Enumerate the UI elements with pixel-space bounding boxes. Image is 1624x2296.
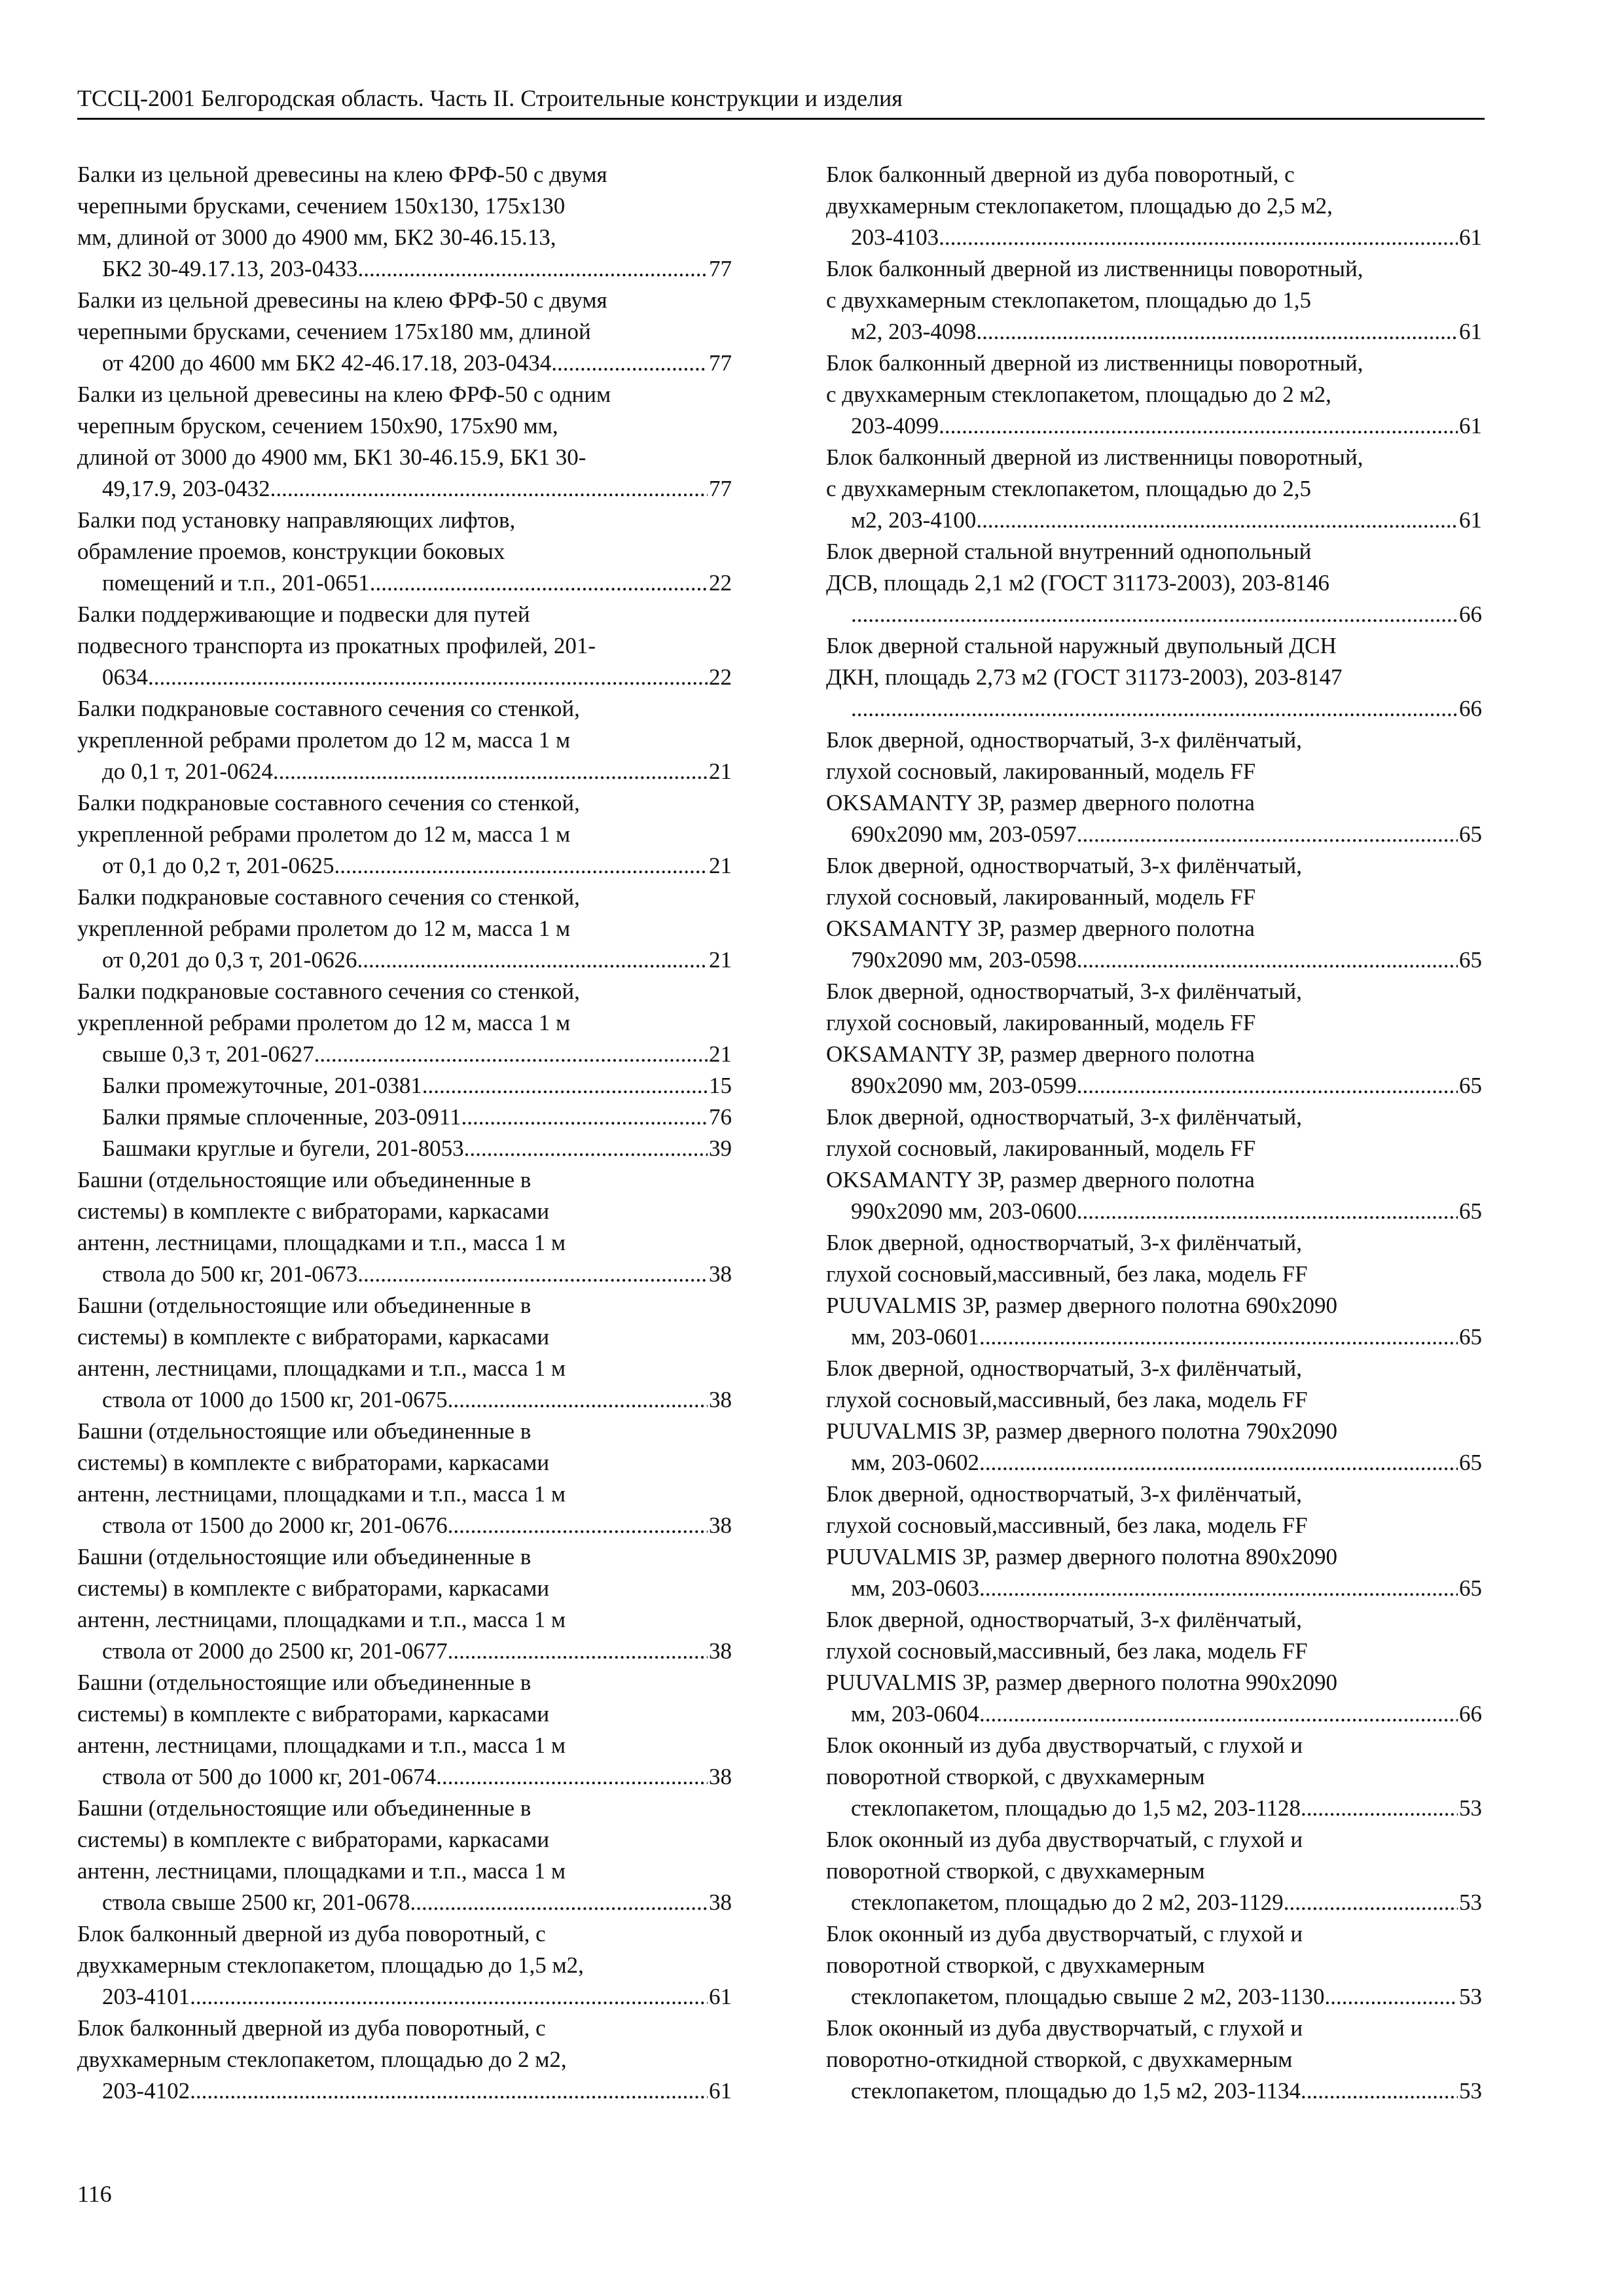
index-entry <box>826 536 1482 630</box>
index-entry-line: Блок дверной стальной наружный двупольный ДСН <box>826 633 1337 658</box>
index-entry-line: Блок балконный дверной из дуба поворотный, с <box>77 1921 546 1946</box>
index-entry-last-line <box>102 662 732 693</box>
index-entry <box>826 725 1482 850</box>
index-entry <box>826 2013 1482 2107</box>
index-entry <box>77 505 732 599</box>
index-entry-line: укрепленной ребрами пролетом до 12 м, масса 1 м <box>77 821 571 847</box>
index-entry-page: 21 <box>709 1041 732 1067</box>
index-entry-page: 76 <box>709 1104 732 1130</box>
index-entry-last-line <box>102 1887 732 1918</box>
index-entry-line: глухой сосновый,массивный, без лака, модель FF <box>826 1261 1308 1287</box>
index-entry-lead: 203-4101 <box>102 1984 190 2009</box>
index-entry-line: OKSAMANTY 3P, размер дверного полотна <box>826 790 1255 816</box>
index-entry-line: антенн, лестницами, площадками и т.п., масса 1 м <box>77 1355 566 1381</box>
index-entry <box>826 850 1482 976</box>
index-entry-lead: 0634 <box>102 664 148 690</box>
index-entry-lead: свыше 0,3 т, 201-0627 <box>102 1041 314 1067</box>
index-entry <box>826 1604 1482 1730</box>
index-entry-line: Блок оконный из дуба двустворчатый, с глухой и <box>826 1732 1303 1758</box>
index-entry-page: 61 <box>1459 319 1482 344</box>
index-entry-line: глухой сосновый, лакированный, модель FF <box>826 1010 1256 1035</box>
index-entry-line: Блок дверной стальной внутренний однопольный <box>826 539 1312 564</box>
index-entry-last-line <box>851 410 1482 442</box>
dot-leader <box>1077 1196 1458 1227</box>
index-entry <box>77 2013 732 2107</box>
index-entry-line: PUUVALMIS 3P, размер дверного полотна 890х2090 <box>826 1544 1338 1570</box>
index-entry-lead: м2, 203-4098 <box>851 319 977 344</box>
index-entry-page: 22 <box>709 664 732 690</box>
index-entry-line: укрепленной ребрами пролетом до 12 м, масса 1 м <box>77 1010 571 1035</box>
index-entry-line: Балки под установку направляющих лифтов, <box>77 507 516 533</box>
dot-leader <box>1077 1070 1458 1102</box>
index-entry-line: Балки из цельной древесины на клею ФРФ-50 с двумя <box>77 287 607 313</box>
index-entry-page: 66 <box>1459 1701 1482 1727</box>
index-entry-line: PUUVALMIS 3P, размер дверного полотна 990х2090 <box>826 1670 1338 1695</box>
dot-leader <box>851 693 1458 725</box>
index-entry-line: двухкамерным стеклопакетом, площадью до 2,5 м2, <box>826 193 1333 219</box>
index-entry-lead: стеклопакетом, площадью до 1,5 м2, 203-1134 <box>851 2078 1301 2104</box>
index-entry-page: 15 <box>709 1073 732 1098</box>
index-entry-line: OKSAMANTY 3P, размер дверного полотна <box>826 1167 1255 1193</box>
dot-leader <box>979 1573 1458 1604</box>
dot-leader <box>1077 944 1458 976</box>
index-entry-line: Башни (отдельностоящие или объединенные в <box>77 1167 532 1193</box>
index-entry-line: Башни (отдельностоящие или объединенные в <box>77 1544 532 1570</box>
index-entry <box>77 379 732 505</box>
index-entry-page: 77 <box>709 476 732 501</box>
index-entry-lead: ствола от 500 до 1000 кг, 201-0674 <box>102 1764 437 1789</box>
index-entry <box>826 1918 1482 2013</box>
index-entry-lead: мм, 203-0602 <box>851 1450 979 1475</box>
dot-leader <box>979 1321 1458 1353</box>
index-entry-line: Блок балконный дверной из лиственницы поворотный, <box>826 256 1363 281</box>
index-entry-line: подвесного транспорта из прокатных профилей, 201- <box>77 633 596 658</box>
index-entry <box>77 285 732 379</box>
index-entry-line: Балки подкрановые составного сечения со стенкой, <box>77 696 580 721</box>
index-entry <box>826 159 1482 253</box>
index-entry-line: Блок оконный из дуба двустворчатый, с глухой и <box>826 1921 1303 1946</box>
index-entry-last-line <box>102 253 732 285</box>
index-entry-lead: 690х2090 мм, 203-0597 <box>851 821 1077 847</box>
index-entry-lead: ствола от 2000 до 2500 кг, 201-0677 <box>102 1638 448 1664</box>
index-entry-line: системы) в комплекте с вибраторами, каркасами <box>77 1198 550 1224</box>
dot-leader <box>334 850 708 882</box>
index-entry-line: антенн, лестницами, площадками и т.п., масса 1 м <box>77 1607 566 1632</box>
dot-leader <box>939 410 1458 442</box>
index-entry-last-line <box>851 693 1482 725</box>
index-entry-line: поворотной створкой, с двухкамерным <box>826 1858 1205 1884</box>
index-entry-line: антенн, лестницами, площадками и т.п., масса 1 м <box>77 1732 566 1758</box>
index-entry-page: 53 <box>1459 1984 1482 2009</box>
index-entry <box>77 1793 732 1918</box>
index-entry-last-line <box>102 2075 732 2107</box>
index-entry-lead: 203-4103 <box>851 224 939 250</box>
index-entry-last-line <box>102 1384 732 1416</box>
page-number: 116 <box>77 2181 112 2207</box>
index-entry-line: глухой сосновый,массивный, без лака, модель FF <box>826 1638 1308 1664</box>
index-entry <box>77 693 732 787</box>
index-entry-last-line <box>851 2075 1482 2107</box>
index-entry-line: Балки подкрановые составного сечения со стенкой, <box>77 978 580 1004</box>
index-entry-lead: 990х2090 мм, 203-0600 <box>851 1198 1077 1224</box>
index-entry-page: 21 <box>709 947 732 973</box>
index-entry-page: 61 <box>1459 507 1482 533</box>
index-entry-line: поворотно-откидной створкой, с двухкамерным <box>826 2047 1293 2072</box>
dot-leader <box>464 1133 708 1164</box>
index-entry-line: Балки подкрановые составного сечения со стенкой, <box>77 884 580 910</box>
dot-leader <box>448 1384 708 1416</box>
dot-leader <box>190 2075 708 2107</box>
dot-leader <box>422 1070 708 1102</box>
index-entry-last-line <box>102 1259 732 1290</box>
dot-leader <box>436 1761 708 1793</box>
index-entry-last-line <box>102 1133 732 1164</box>
index-entry-line: черепными брусками, сечением 150х130, 175х130 <box>77 193 566 219</box>
index-column-left <box>77 159 732 2107</box>
index-entry-page: 77 <box>709 256 732 281</box>
index-entry <box>77 1667 732 1793</box>
index-entry-line: черепным бруском, сечением 150х90, 175х90 мм, <box>77 413 558 439</box>
index-entry-last-line <box>851 505 1482 536</box>
index-entry-lead: мм, 203-0604 <box>851 1701 979 1727</box>
index-entry-line: длиной от 3000 до 4900 мм, БК1 30-46.15.9, БК1 30- <box>77 444 586 470</box>
index-entry-lead: БК2 30-49.17.13, 203-0433 <box>102 256 358 281</box>
dot-leader <box>1301 2075 1458 2107</box>
dot-leader <box>410 1887 708 1918</box>
index-entry-line: поворотной створкой, с двухкамерным <box>826 1764 1205 1789</box>
dot-leader <box>448 1636 708 1667</box>
dot-leader <box>358 253 708 285</box>
index-entry-line: Башни (отдельностоящие или объединенные в <box>77 1418 532 1444</box>
index-entry-last-line <box>102 1981 732 2013</box>
dot-leader <box>370 567 708 599</box>
index-entry-line: Блок оконный из дуба двустворчатый, с глухой и <box>826 2015 1303 2041</box>
index-entry-lead: 203-4099 <box>851 413 939 439</box>
index-entry-last-line <box>851 222 1482 253</box>
index-entry-lead: помещений и т.п., 201-0651 <box>102 570 370 596</box>
index-entry-page: 65 <box>1459 1198 1482 1224</box>
dot-leader <box>1301 1793 1458 1824</box>
index-entry <box>826 1479 1482 1604</box>
index-entry-last-line <box>851 1887 1482 1918</box>
index-entry-page: 61 <box>1459 413 1482 439</box>
index-entry-line: Блок балконный дверной из дуба поворотный, с <box>826 162 1295 187</box>
index-entry-page: 61 <box>1459 224 1482 250</box>
index-entry-last-line <box>851 1793 1482 1824</box>
index-entry-last-line <box>102 1070 732 1102</box>
index-entry-page: 38 <box>709 1638 732 1664</box>
dot-leader <box>273 756 708 787</box>
index-entry-line: PUUVALMIS 3P, размер дверного полотна 690х2090 <box>826 1293 1338 1318</box>
index-entry-page: 66 <box>1459 601 1482 627</box>
index-entry-line: глухой сосновый,массивный, без лака, модель FF <box>826 1387 1308 1412</box>
index-entry-line: ДСВ, площадь 2,1 м2 (ГОСТ 31173-2003), 203-8146 <box>826 570 1330 596</box>
index-entry-line: ДКН, площадь 2,73 м2 (ГОСТ 31173-2003), 203-8147 <box>826 664 1343 690</box>
index-entry-line: Блок дверной, одностворчатый, 3-х филёнчатый, <box>826 1607 1302 1632</box>
index-entry <box>826 630 1482 725</box>
index-entry-line: системы) в комплекте с вибраторами, каркасами <box>77 1575 550 1601</box>
index-entry <box>826 1102 1482 1227</box>
index-entry <box>826 253 1482 348</box>
index-entry-lead: Башмаки круглые и бугели, 201-8053 <box>102 1136 464 1161</box>
index-entry-line: Блок дверной, одностворчатый, 3-х филёнчатый, <box>826 978 1302 1004</box>
index-entry-last-line <box>102 1102 732 1133</box>
index-entry <box>77 1416 732 1541</box>
index-entry-line: Блок дверной, одностворчатый, 3-х филёнчатый, <box>826 1355 1302 1381</box>
dot-leader <box>1325 1981 1458 2013</box>
index-entry-lead: до 0,1 т, 201-0624 <box>102 759 273 784</box>
index-entry-page: 21 <box>709 853 732 878</box>
dot-leader <box>448 1510 708 1541</box>
index-entry-line: Балки из цельной древесины на клею ФРФ-50 с двумя <box>77 162 607 187</box>
index-entry-line: Блок оконный из дуба двустворчатый, с глухой и <box>826 1827 1303 1852</box>
index-entry-line: Блок балконный дверной из дуба поворотный, с <box>77 2015 546 2041</box>
dot-leader <box>148 662 708 693</box>
index-entry-line: Балки поддерживающие и подвески для путей <box>77 601 530 627</box>
index-entry-page: 38 <box>709 1764 732 1789</box>
dot-leader <box>976 316 1458 348</box>
index-entry-lead: ствола свыше 2500 кг, 201-0678 <box>102 1890 410 1915</box>
index-entry-line: мм, длиной от 3000 до 4900 мм, БК2 30-46.15.13, <box>77 224 556 250</box>
index-entry-page: 38 <box>709 1387 732 1412</box>
index-entry-line: поворотной створкой, с двухкамерным <box>826 1952 1205 1978</box>
index-entry-lead: мм, 203-0603 <box>851 1575 979 1601</box>
dot-leader <box>1284 1887 1458 1918</box>
index-entry-page: 53 <box>1459 1890 1482 1915</box>
index-entry-last-line <box>102 1510 732 1541</box>
index-entry-last-line <box>851 1321 1482 1353</box>
index-entry-last-line <box>851 599 1482 630</box>
index-entry-page: 21 <box>709 759 732 784</box>
index-entry-page: 38 <box>709 1261 732 1287</box>
index-entry <box>77 1164 732 1290</box>
index-entry-last-line <box>851 1698 1482 1730</box>
index-entry-lead: от 0,201 до 0,3 т, 201-0626 <box>102 947 357 973</box>
index-entry-page: 53 <box>1459 1795 1482 1821</box>
index-entry-line: системы) в комплекте с вибраторами, каркасами <box>77 1324 550 1350</box>
index-entry-lead: 890х2090 мм, 203-0599 <box>851 1073 1077 1098</box>
dot-leader <box>270 473 708 505</box>
index-entry-line: Башни (отдельностоящие или объединенные в <box>77 1795 532 1821</box>
index-entry <box>826 442 1482 536</box>
index-entry-last-line <box>851 1070 1482 1102</box>
dot-leader <box>357 1259 708 1290</box>
index-entry-line: Блок дверной, одностворчатый, 3-х филёнчатый, <box>826 1230 1302 1255</box>
index-entry-line: PUUVALMIS 3P, размер дверного полотна 790х2090 <box>826 1418 1338 1444</box>
dot-leader <box>190 1981 708 2013</box>
index-entry-line: двухкамерным стеклопакетом, площадью до 1,5 м2, <box>77 1952 584 1978</box>
index-entry-line: укрепленной ребрами пролетом до 12 м, масса 1 м <box>77 916 571 941</box>
index-entry-page: 38 <box>709 1890 732 1915</box>
index-entry-line: системы) в комплекте с вибраторами, каркасами <box>77 1701 550 1727</box>
index-entry-last-line <box>102 1039 732 1070</box>
index-entry-last-line <box>102 567 732 599</box>
index-entry-page: 39 <box>709 1136 732 1161</box>
dot-leader <box>1077 819 1458 850</box>
dot-leader <box>461 1102 708 1133</box>
dot-leader <box>979 1447 1458 1479</box>
index-entry-last-line <box>102 944 732 976</box>
index-entry-lead: Балки промежуточные, 201-0381 <box>102 1073 422 1098</box>
index-entry-last-line <box>851 1196 1482 1227</box>
index-entry-line: укрепленной ребрами пролетом до 12 м, масса 1 м <box>77 727 571 753</box>
index-entry-line: системы) в комплекте с вибраторами, каркасами <box>77 1827 550 1852</box>
index-entry <box>826 1730 1482 1824</box>
index-entry-lead: 203-4102 <box>102 2078 190 2104</box>
index-entry-line: Блок балконный дверной из лиственницы поворотный, <box>826 350 1363 376</box>
index-entry-last-line <box>102 473 732 505</box>
index-entry-line: системы) в комплекте с вибраторами, каркасами <box>77 1450 550 1475</box>
index-entry <box>77 1918 732 2013</box>
index-entry-lead: м2, 203-4100 <box>851 507 977 533</box>
index-entry-last-line <box>102 850 732 882</box>
index-column-right <box>826 159 1482 2107</box>
index-entry-page: 65 <box>1459 821 1482 847</box>
index-entry-lead: 49,17.9, 203-0432 <box>102 476 270 501</box>
index-entry-line: Башни (отдельностоящие или объединенные в <box>77 1293 532 1318</box>
index-entry-line: антенн, лестницами, площадками и т.п., масса 1 м <box>77 1230 566 1255</box>
index-entry-lead: стеклопакетом, площадью до 1,5 м2, 203-1128 <box>851 1795 1301 1821</box>
index-entry <box>826 976 1482 1102</box>
index-entry-page: 22 <box>709 570 732 596</box>
index-entry <box>77 1290 732 1416</box>
index-entry-page: 65 <box>1459 1073 1482 1098</box>
index-entry-line: Блок дверной, одностворчатый, 3-х филёнчатый, <box>826 853 1302 878</box>
index-entry-line: Балки подкрановые составного сечения со стенкой, <box>77 790 580 816</box>
index-entry <box>77 1070 732 1102</box>
index-entry-last-line <box>102 1761 732 1793</box>
index-entry-lead: стеклопакетом, площадью свыше 2 м2, 203-1130 <box>851 1984 1325 2009</box>
running-header-title: ТССЦ-2001 Белгородская область. Часть II. Строительные конструкции и изделия <box>77 85 903 111</box>
index-entry-line: глухой сосновый, лакированный, модель FF <box>826 759 1256 784</box>
index-entry-lead: стеклопакетом, площадью до 2 м2, 203-1129 <box>851 1890 1284 1915</box>
index-entry <box>77 1541 732 1667</box>
index-entry-lead: мм, 203-0601 <box>851 1324 979 1350</box>
running-header <box>77 84 1485 120</box>
index-entry-last-line <box>851 819 1482 850</box>
index-entry-line: Блок дверной, одностворчатый, 3-х филёнчатый, <box>826 1104 1302 1130</box>
index-entry <box>826 348 1482 442</box>
index-entry-last-line <box>102 756 732 787</box>
index-entry-page: 66 <box>1459 696 1482 721</box>
dot-leader <box>979 1698 1458 1730</box>
index-entry-lead: 790х2090 мм, 203-0598 <box>851 947 1077 973</box>
index-entry-last-line <box>851 316 1482 348</box>
index-entry-line: глухой сосновый, лакированный, модель FF <box>826 884 1256 910</box>
index-entry <box>77 1133 732 1164</box>
index-entry <box>77 599 732 693</box>
index-entry-last-line <box>102 1636 732 1667</box>
index-entry-line: Блок дверной, одностворчатый, 3-х филёнчатый, <box>826 727 1302 753</box>
index-entry-line: Башни (отдельностоящие или объединенные в <box>77 1670 532 1695</box>
index-entry-line: Блок балконный дверной из лиственницы поворотный, <box>826 444 1363 470</box>
index-entry <box>77 159 732 285</box>
index-entry <box>77 1102 732 1133</box>
index-entry <box>77 882 732 976</box>
index-entry-last-line <box>851 1981 1482 2013</box>
index-entry-page: 65 <box>1459 947 1482 973</box>
index-entry-line: черепными брусками, сечением 175х180 мм, длиной <box>77 319 591 344</box>
index-entry-line: Блок дверной, одностворчатый, 3-х филёнчатый, <box>826 1481 1302 1507</box>
index-entry-line: Балки из цельной древесины на клею ФРФ-50 с одним <box>77 382 611 407</box>
index-entry-line: OKSAMANTY 3P, размер дверного полотна <box>826 916 1255 941</box>
index-entry <box>826 1227 1482 1353</box>
dot-leader <box>357 944 708 976</box>
index-entry-lead: от 4200 до 4600 мм БК2 42-46.17.18, 203-0434 <box>102 350 552 376</box>
index-entry <box>826 1824 1482 1918</box>
index-entry-page: 61 <box>709 2078 732 2104</box>
index-entry-last-line <box>102 348 732 379</box>
dot-leader <box>976 505 1458 536</box>
index-entry-line: глухой сосновый, лакированный, модель FF <box>826 1136 1256 1161</box>
index-entry-last-line <box>851 1447 1482 1479</box>
index-entry <box>77 976 732 1070</box>
index-entry-line: антенн, лестницами, площадками и т.п., масса 1 м <box>77 1858 566 1884</box>
index-entry-page: 65 <box>1459 1450 1482 1475</box>
index-entry-page: 53 <box>1459 2078 1482 2104</box>
index-entry-lead: ствола до 500 кг, 201-0673 <box>102 1261 358 1287</box>
index-entry-line: с двухкамерным стеклопакетом, площадью до 2,5 <box>826 476 1311 501</box>
index-entry-line: с двухкамерным стеклопакетом, площадью до 1,5 <box>826 287 1311 313</box>
index-entry-line: обрамление проемов, конструкции боковых <box>77 539 505 564</box>
index-entry-lead: ствола от 1000 до 1500 кг, 201-0675 <box>102 1387 448 1412</box>
index-entry-line: с двухкамерным стеклопакетом, площадью до 2 м2, <box>826 382 1331 407</box>
dot-leader <box>851 599 1458 630</box>
dot-leader <box>939 222 1458 253</box>
index-entry-line: двухкамерным стеклопакетом, площадью до 2 м2, <box>77 2047 567 2072</box>
index-entry-lead: от 0,1 до 0,2 т, 201-0625 <box>102 853 334 878</box>
index-entry-page: 61 <box>709 1984 732 2009</box>
index-entry-line: антенн, лестницами, площадками и т.п., масса 1 м <box>77 1481 566 1507</box>
index-entry-page: 65 <box>1459 1324 1482 1350</box>
index-entry-lead: ствола от 1500 до 2000 кг, 201-0676 <box>102 1513 448 1538</box>
index-entry-page: 65 <box>1459 1575 1482 1601</box>
index-entry <box>826 1353 1482 1479</box>
index-entry-page: 38 <box>709 1513 732 1538</box>
index-entry-last-line <box>851 1573 1482 1604</box>
index-entry-page: 77 <box>709 350 732 376</box>
index-entry-line: глухой сосновый,массивный, без лака, модель FF <box>826 1513 1308 1538</box>
index-entry-last-line <box>851 944 1482 976</box>
dot-leader <box>314 1039 708 1070</box>
index-entry <box>77 787 732 882</box>
index-entry-lead: Балки прямые сплоченные, 203-0911 <box>102 1104 461 1130</box>
dot-leader <box>551 348 708 379</box>
index-entry-line: OKSAMANTY 3P, размер дверного полотна <box>826 1041 1255 1067</box>
